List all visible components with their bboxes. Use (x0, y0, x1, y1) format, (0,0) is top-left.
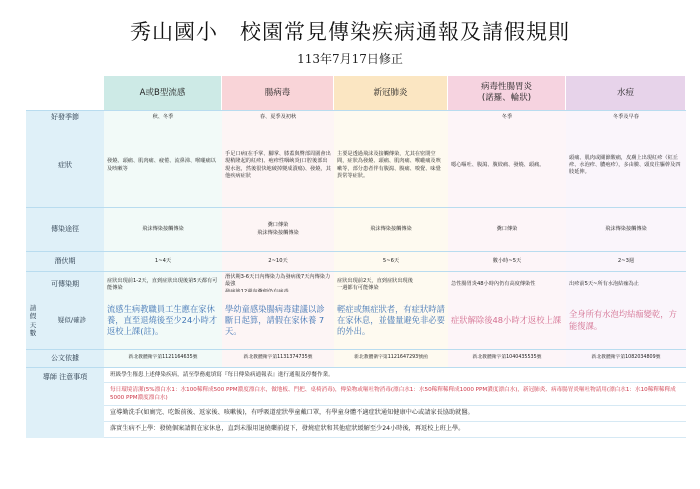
cell: 症狀出現前2天，直到症狀出現後 一週都有可能傳染 (334, 272, 448, 298)
cell: 飛沫傳染接觸傳染 (334, 208, 448, 251)
cell: 新北教體衛字第1040435535號 (448, 350, 566, 367)
cell: 新北教體衛字第1082034809號 (566, 350, 686, 367)
note-item: 宣導勤洗手(如廁完、吃飯前後、返家後、咳嗽後)，有呼吸道症狀學童戴口罩，有學童身體不適症狀通知健康中心或請家長協助就醫。 (104, 406, 686, 422)
cell: 症狀出現前1-2天，直到症狀出現後第5天都有可能傳染 (104, 272, 222, 298)
notes-label: 導師 注意事項 (26, 368, 104, 438)
col-chickenpox: 水痘 (566, 76, 686, 110)
row-label: 好發季節 (26, 111, 104, 125)
disease-table (26, 76, 686, 438)
cell: 輕症或無症狀者，有症狀時請在家休息，並儘量避免非必要的外出。 (334, 292, 448, 349)
cell: 冬季及早春 (566, 111, 686, 125)
revision-date: 113年7月17日修正 (297, 52, 403, 66)
row-contagious (26, 271, 686, 291)
row-route (26, 207, 686, 251)
row-document (26, 349, 686, 367)
cell: 頭痛、肌肉或關節酸痛，皮膚上出現紅疹（紅丘疹、水泡疹、膿疱疹），多由臉、頭皮往軀幹及四肢延伸。 (566, 124, 686, 207)
page-title: 秀山國小 校園常見傳染疾病通報及請假規則 (130, 20, 570, 44)
suspected-confirmed-label: 疑似/確診 (57, 315, 87, 324)
row-label: 症狀 (26, 124, 104, 207)
cell: 2~10天 (222, 252, 334, 271)
col-covid: 新冠肺炎 (334, 76, 448, 110)
cell: 糞口傳染 (448, 208, 566, 251)
row-symptom (26, 123, 686, 207)
cell: 飛沫傳染接觸傳染 (104, 208, 222, 251)
cell: 新北教體衛字第1121647293號函 (334, 350, 448, 367)
cell: 新北教體衛字第1121164635號 (104, 350, 222, 367)
header-corner (26, 76, 104, 110)
row-label: 可傳染期 (26, 272, 104, 298)
cell: 症狀解除後48小時才返校上課 (448, 292, 566, 349)
row-label: 公文依據 (26, 350, 104, 367)
teacher-notes (26, 367, 686, 438)
cell: 學幼童感染腸病毒建議以診斷日起算，請假在家休養 7天。 (222, 292, 334, 349)
leave-days-label: 請 假 天 數 (29, 304, 37, 337)
col-gastroenteritis: 病毒性腸胃炎 (諾羅、輪狀) (448, 76, 566, 110)
cell: 數小時~5天 (448, 252, 566, 271)
cell (334, 111, 448, 125)
cell: 全身所有水泡均結痂變乾，方能復課。 (566, 292, 686, 349)
cell: 2~3週 (566, 252, 686, 271)
table-header (26, 76, 686, 110)
note-item: 落實生病不上學：發燒個案請假在家休息，直到未服用退燒藥前提下，發燒症狀和其他症狀緩解至少24小時後，再返校上班上學。 (104, 422, 686, 438)
cell: 急性腸胃炎48小時內仍有高度傳染性 (448, 272, 566, 298)
cell: 1~4天 (104, 252, 222, 271)
cell: 手足口病(在手掌、腳掌、膝蓋與臀部周圍會出現稍隆起的紅疹)、疱疹性咽峽炎(口腔後部出現水泡，然後很快地破掉變成潰瘍)、發燒，其他疾病症狀 (222, 124, 334, 207)
col-influenza: A或B型流感 (104, 76, 222, 110)
cell: 秋、冬季 (104, 111, 222, 125)
row-label: 潛伏期 (26, 252, 104, 271)
row-label: 傳染途徑 (26, 208, 104, 251)
cell: 噁心嘔吐、腹瀉、腹絞痛、發燒、頭痛。 (448, 124, 566, 207)
cell: 新北教體衛字第1131374735號 (222, 350, 334, 367)
notes-body (104, 368, 686, 438)
cell: 糞口傳染 飛沫傳染接觸傳染 (222, 208, 334, 251)
cell: 冬季 (448, 111, 566, 125)
cell: 5~6天 (334, 252, 448, 271)
row-season (26, 110, 686, 123)
row-leave-days (26, 291, 686, 349)
row-label-leave (26, 292, 104, 349)
row-incubation (26, 251, 686, 271)
note-item: 每日環境清潔(5%漂白水1：水100稀釋成500 PPM濃度漂白水，做地板、門把、桌椅消毒)，傳染物或嘔吐物消毒(漂白水1：水50稀釋稀釋成1000 PPM濃度漂白水)，新冠肺炎、病毒腸胃炎嘔吐物請用(漂白水1：水10稀釋稀釋成5000 PPM濃度漂白水) (104, 383, 686, 406)
cell: 發燒、頭痛、肌肉痛、疲倦、流鼻涕、喉嚨痛以及咳嗽等 (104, 124, 222, 207)
cell: 主要是透過飛沫及接觸傳染，尤其在密閉空間，症狀為發燒、頭痛、肌肉痛、喉嚨痛及咳嗽等，部分患者伴有腹瀉、腹痛、嗅覺、味覺異常等症狀。 (334, 124, 448, 207)
cell: 流感生病教職員工生應在家休養，直至退燒後至少24小時才返校上課(註)。 (104, 292, 222, 349)
col-enterovirus: 腸病毒 (222, 76, 334, 110)
cell: 飛沫傳染接觸傳染 (566, 208, 686, 251)
cell: 春、夏季及初秋 (222, 111, 334, 125)
cell: 潛伏期3-6天日內傳染力為發病後7天內傳染力最強 (222, 272, 334, 298)
note-item: 班級學生罹患上述傳染疾病，請至學務處填寫『每日傳染病通報表』進行通報及停餐作業。 (104, 368, 686, 383)
cell: 出疹前5天~所有水泡結痂為止 (566, 272, 686, 298)
